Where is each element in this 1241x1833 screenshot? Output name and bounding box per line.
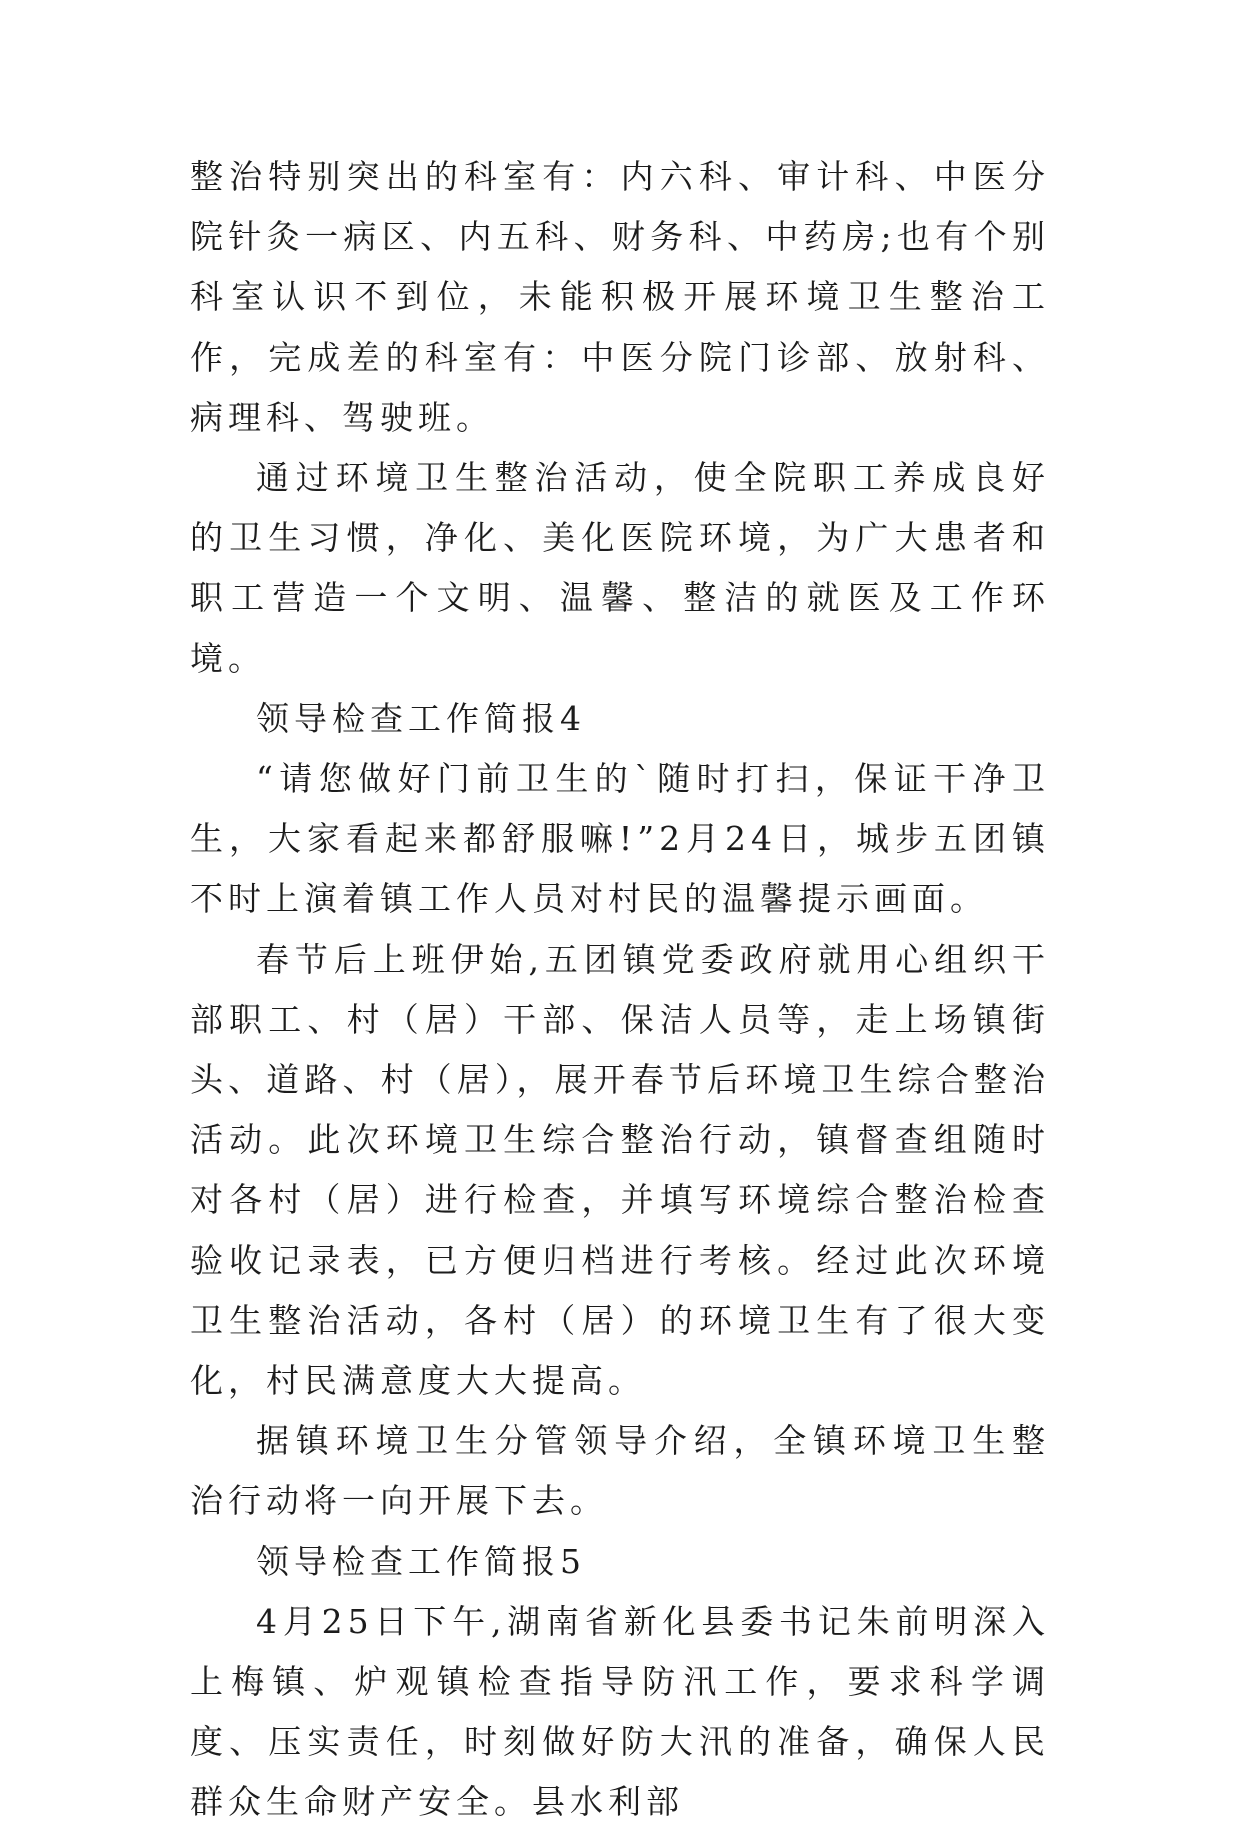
paragraph: 春节后上班伊始,五团镇党委政府就用心组织干部职工、村（居）干部、保洁人员等，走上场镇街头、道路、村（居），展开春节后环境卫生综合整治活动。此次环境卫生综合整治行动，镇督查组随时对各村（居）进行检查，并填写环境综合整治检查验收记录表，已方便归档进行考核。经过此次环境卫生整治活动，各村（居）的环境卫生有了很大变化，村民满意度大大提高。 <box>190 939 1050 1401</box>
paragraph: 据镇环境卫生分管领导介绍，全镇环境卫生整治行动将一向开展下去。 <box>190 1421 1050 1521</box>
document-body <box>190 147 1050 1833</box>
section-heading: 领导检查工作简报5 <box>256 1541 586 1581</box>
paragraph: 整治特别突出的科室有：内六科、审计科、中医分院针灸一病区、内五科、财务科、中药房;也有个别科室认识不到位，未能积极开展环境卫生整治工作，完成差的科室有：中医分院门诊部、放射科、病理科、驾驶班。 <box>190 157 1050 437</box>
paragraph: “请您做好门前卫生的`随时打扫，保证干净卫生，大家看起来都舒服嘛!”2月24日，城步五团镇不时上演着镇工作人员对村民的温馨提示画面。 <box>190 759 1050 919</box>
paragraph: 通过环境卫生整治活动，使全院职工养成良好的卫生习惯，净化、美化医院环境，为广大患者和职工营造一个文明、温馨、整洁的就医及工作环境。 <box>190 458 1050 678</box>
paragraph: 4月25日下午,湖南省新化县委书记朱前明深入上梅镇、炉观镇检查指导防汛工作，要求科学调度、压实责任，时刻做好防大汛的准备，确保人民群众生命财产安全。县水利部 <box>190 1601 1050 1822</box>
section-heading: 领导检查工作简报4 <box>256 698 586 738</box>
